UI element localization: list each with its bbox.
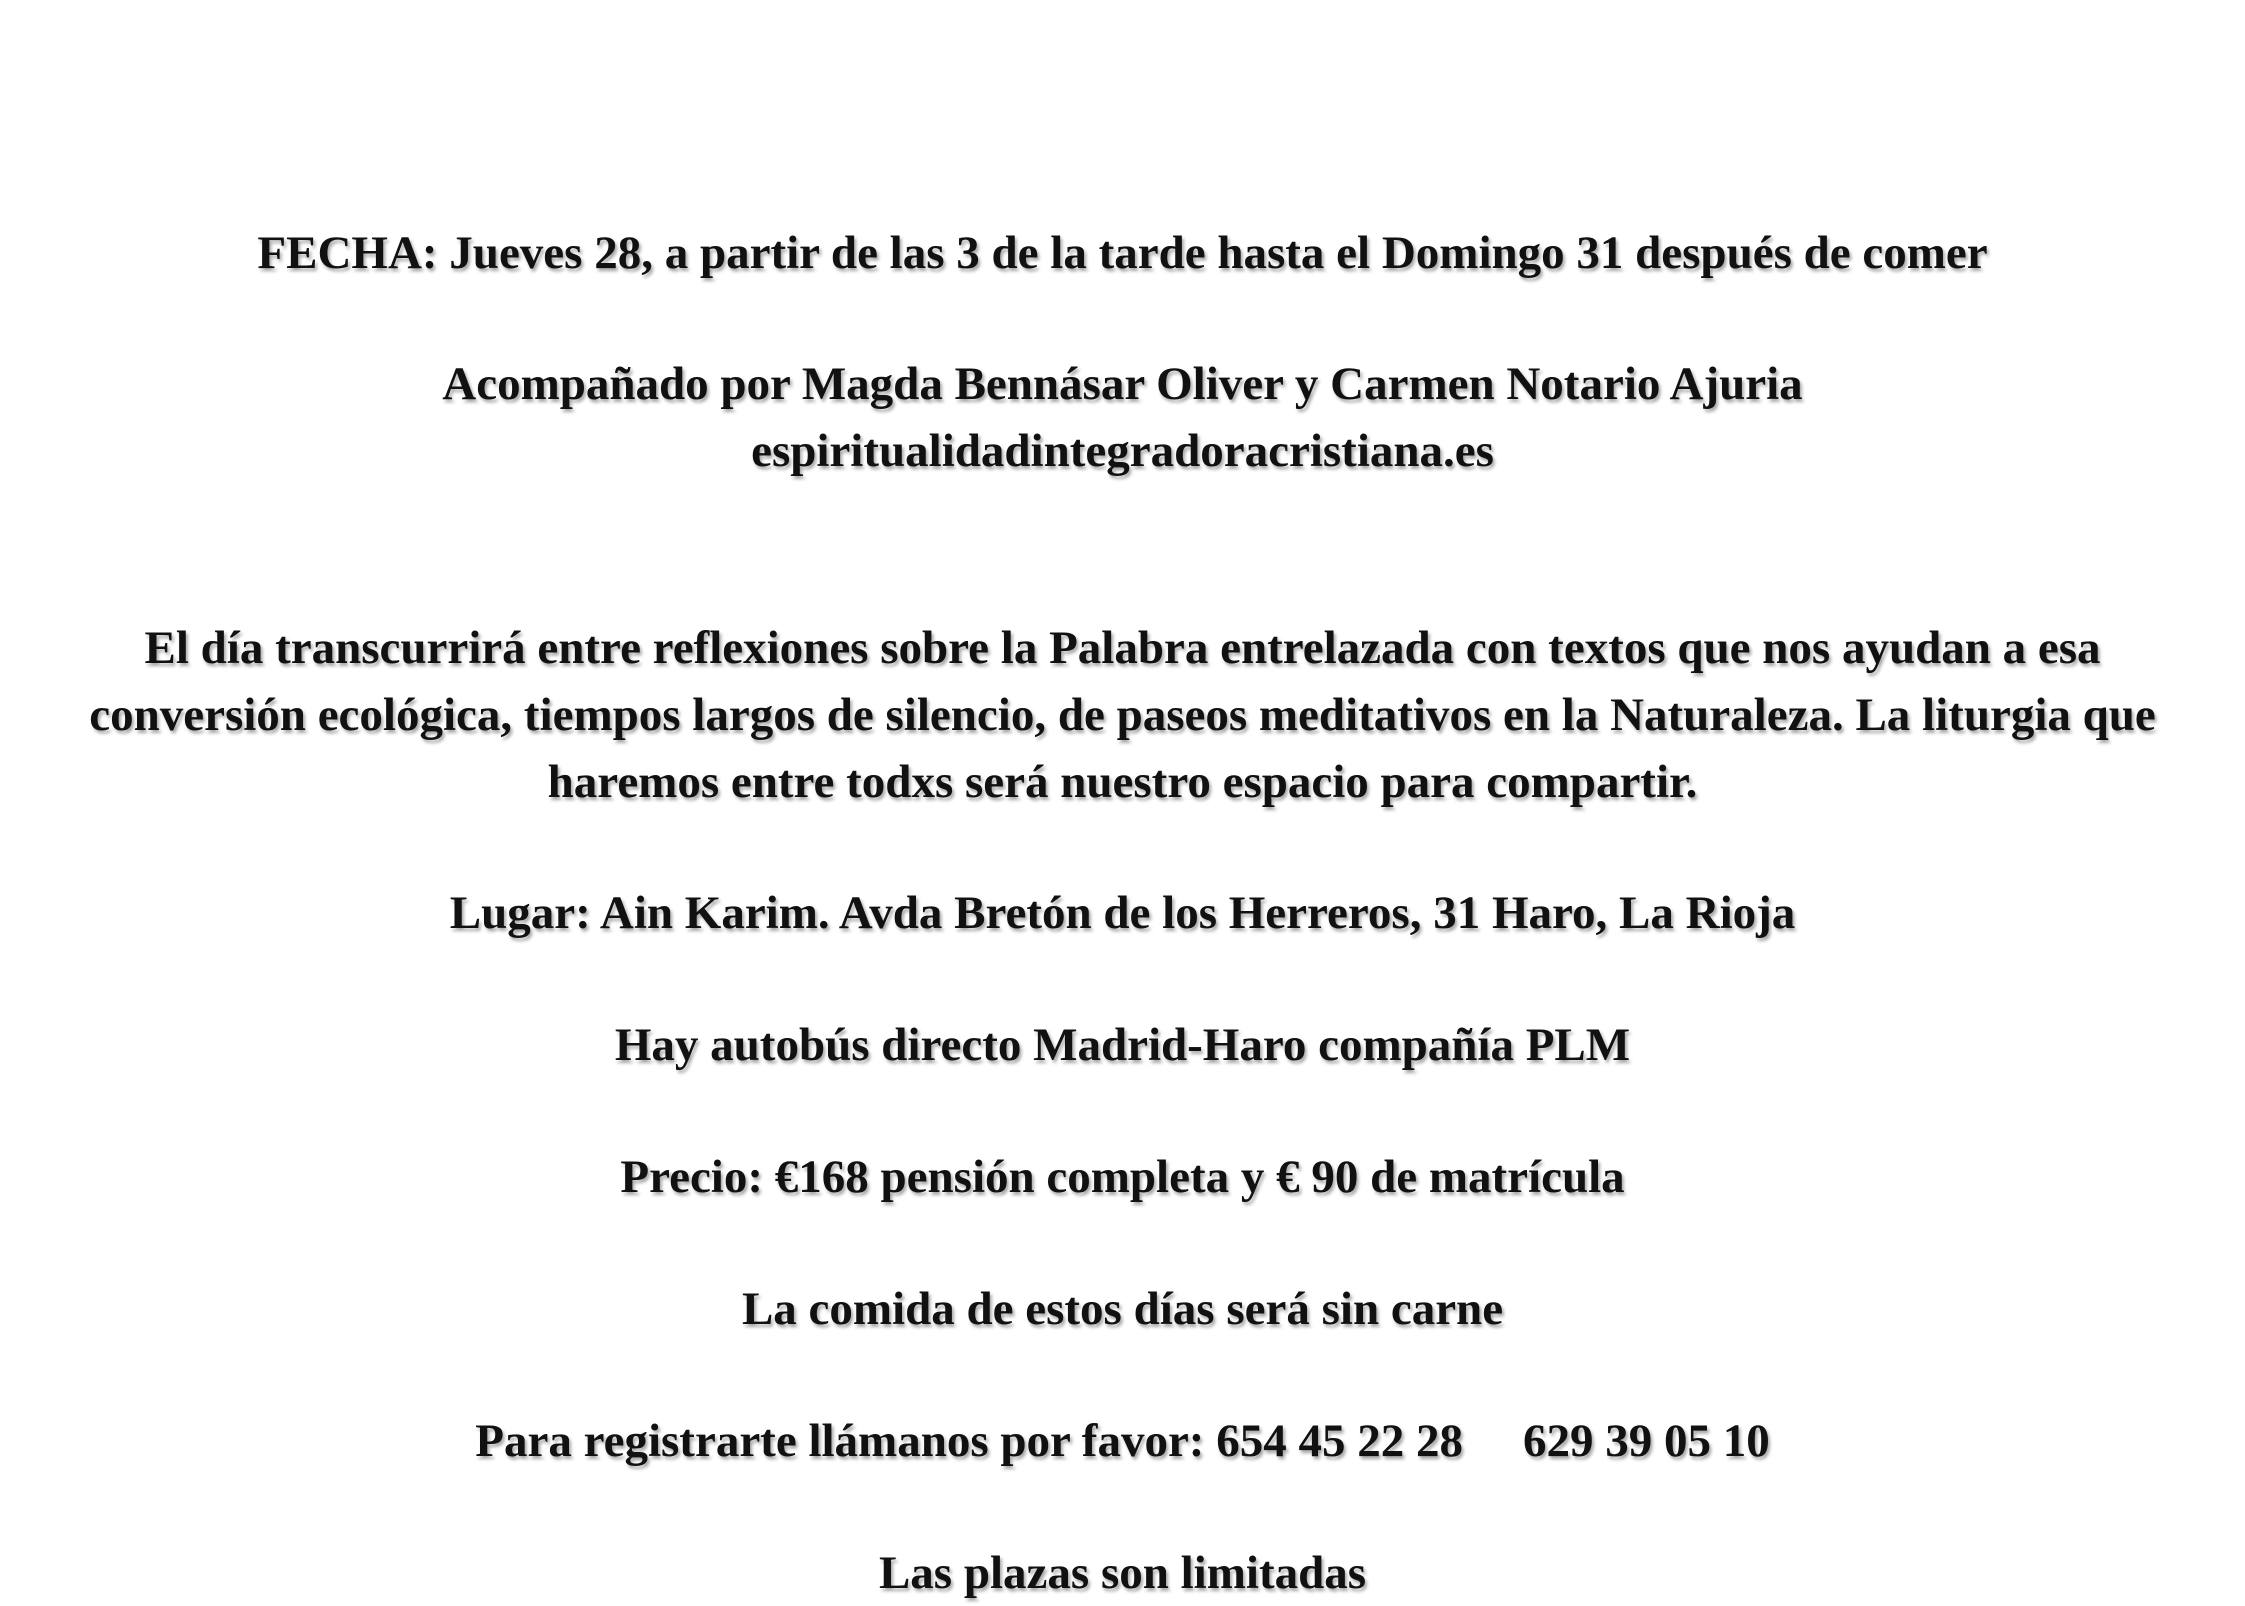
website-link[interactable]: espiritualidadintegradoracristiana.es [751,425,1494,477]
food-line: La comida de estos días será sin carne [741,1283,1504,1335]
description-line-2: conversión ecológica, tiempos largos de silencio, de paseos meditativos en la Naturaleza. La liturgia que [89,689,2156,741]
price-line: Precio: €168 pensión completa y € 90 de matrícula [620,1151,1625,1203]
bus-info-line: Hay autobús directo Madrid-Haro compañía PLM [614,1019,1631,1071]
companions-line: Acompañado por Magda Bennásar Oliver y Carmen Notario Ajuria [442,358,1803,410]
registration-line [0,1408,2245,1474]
registration-phone-2: 629 39 05 10 [1522,1415,1770,1467]
description-line-1: El día transcurrirá entre reflexiones sobre la Palabra entrelazada con textos que nos ayudan a esa [144,622,2101,674]
location-line: Lugar: Ain Karim. Avda Bretón de los Herreros, 31 Haro, La Rioja [449,887,1796,939]
fecha-line: FECHA: Jueves 28, a partir de las 3 de la tarde hasta el Domingo 31 después de comer [257,227,1988,279]
limited-places-line: Las plazas son limitadas [878,1547,1367,1599]
registration-phone-1: Para registrarte llámanos por favor: 654 45 22 28 [475,1415,1463,1467]
description-line-3: haremos entre todxs será nuestro espacio para compartir. [547,756,1698,808]
